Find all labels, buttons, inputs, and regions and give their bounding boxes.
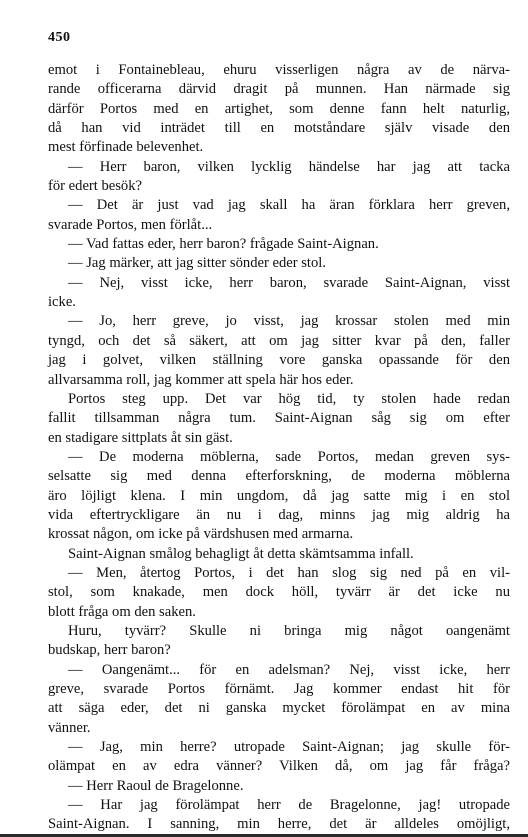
text-line: fallit tillsamman några tum. Saint-Aignan såg sig om efter — [48, 410, 510, 427]
text-line: budskap, herr baron? — [48, 642, 171, 659]
text-line: för edert besök? — [48, 178, 143, 195]
text-line: därför Portos med en artighet, som denne fann helt naturlig, — [48, 100, 510, 117]
page-number: 450 — [48, 30, 71, 45]
text-line: svarade Portos, men förlåt... — [48, 216, 213, 233]
text-line: — Men, återtog Portos, i det han slog sig ned på en vil- — [68, 564, 510, 581]
text-line: — Herr Raoul de Bragelonne. — [68, 777, 244, 794]
text-line: — Jag, min herre? utropade Saint-Aignan; jag skulle för- — [68, 739, 510, 756]
text-line: — Jo, herr greve, jo visst, jag krossar stolen med min — [68, 313, 510, 330]
text-line: jag i golvet, vilken ställning vore ganska opassande för den — [48, 352, 510, 369]
text-line: olämpat en av edra vänner? Vilken då, om jag får fråga? — [48, 758, 510, 775]
body-text — [48, 61, 510, 835]
text-line: krossat någon, om icke på värdshusen med armarna. — [48, 526, 354, 543]
text-line: Saint-Aignan. I sanning, min herre, det är alldeles omöjligt, — [48, 816, 510, 833]
text-line: — Nej, visst icke, herr baron, svarade Saint-Aignan, visst — [68, 274, 510, 291]
text-line: — Herr baron, vilken lycklig händelse har jag att tacka — [68, 158, 510, 175]
text-line: Portos steg upp. Det var hög tid, ty stolen hade redan — [68, 390, 510, 407]
text-line: — Det är just vad jag skall ha äran förklara herr greven, — [68, 197, 510, 214]
text-line: då han vid inträdet till en motståndare själv visade den — [48, 120, 510, 137]
text-line: blott fråga om den saken. — [48, 603, 196, 620]
text-line: rande officerarna därvid dragit på munnen. Han närmade sig — [48, 81, 510, 98]
text-line: selsatte sig med denna efterforskning, de moderna möblerna — [48, 468, 510, 485]
text-line: greve, svarade Portos förnämt. Jag kommer endast hit för — [48, 681, 510, 697]
text-line: vänner. — [48, 719, 91, 736]
text-line: vida eftertryckligare än nu i dag, minns jag mig aldrig ha — [48, 506, 510, 523]
text-line: — De moderna möblerna, sade Portos, medan greven sys- — [68, 448, 510, 465]
text-line: emot i Fontainebleau, ehuru visserligen några av de närva- — [48, 62, 510, 78]
text-line: en stadigare sittplats åt sin gäst. — [48, 429, 233, 446]
text-line: icke. — [48, 294, 76, 311]
text-line: — Oangenämt... för en adelsman? Nej, visst icke, herr — [68, 661, 510, 678]
text-line: mest förfinade belevenhet. — [48, 139, 204, 156]
text-line: äro löjligt klena. I min ungdom, då jag satte mig i en stol — [48, 487, 510, 504]
text-line: tyngd, och det så säkert, att om jag sitter kvar på den, faller — [48, 332, 510, 349]
text-line: att säga eder, det ni ganska mycket förolämpat en av mina — [48, 700, 510, 717]
text-line: Saint-Aignan smålog behagligt åt detta skämtsamma infall. — [68, 545, 414, 562]
text-line: — Jag märker, att jag sitter sönder eder stol. — [68, 255, 326, 272]
text-line: stol, som knakade, men dock höll, tyvärr är det icke nu — [48, 584, 510, 601]
text-line: — Vad fattas eder, herr baron? frågade Saint-Aignan. — [68, 236, 379, 253]
text-line: allvarsamma roll, jag kommer att spela här hos eder. — [48, 371, 354, 388]
text-line: Huru, tyvärr? Skulle ni bringa mig något oangenämt — [68, 622, 510, 639]
text-line: — Har jag förolämpat herr de Bragelonne, jag! utropade — [68, 797, 510, 814]
